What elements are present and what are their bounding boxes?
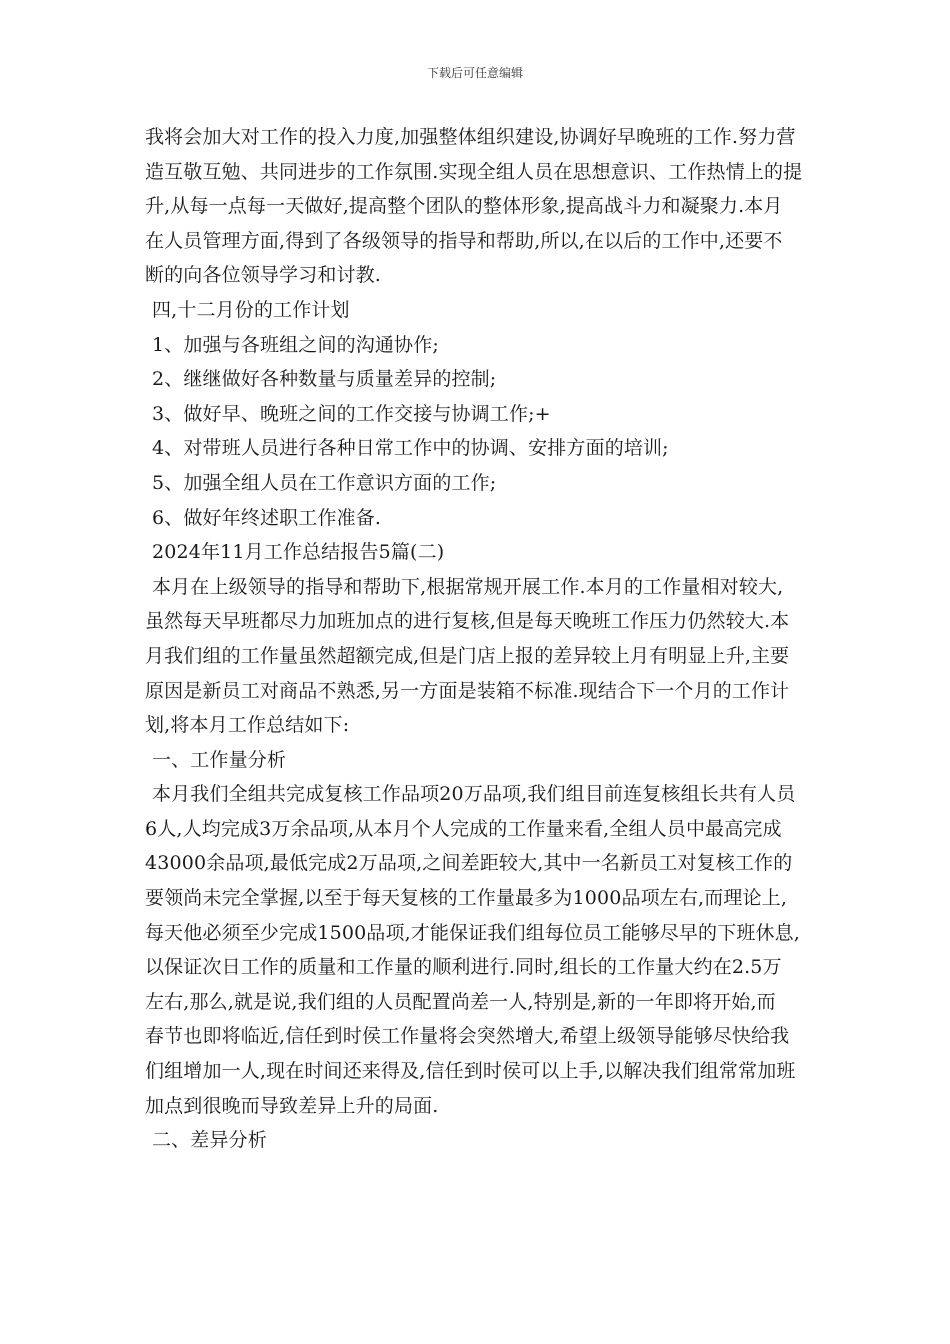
- text-line: 原因是新员工对商品不熟悉,另一方面是装箱不标准.现结合下一个月的工作计: [145, 679, 790, 702]
- text-line: 4、对带班人员进行各种日常工作中的协调、安排方面的培训;: [152, 437, 669, 460]
- text-line: 2、继继做好各种数量与质量差异的控制;: [152, 368, 497, 391]
- text-line: 每天他必须至少完成1500品项,才能保证我们组每位员工能够尽早的下班休息,: [145, 921, 800, 944]
- text-line: 造互敬互勉、共同进步的工作氛围.实现全组人员在思想意识、工作热情上的提: [145, 160, 803, 183]
- text-line: 要领尚未完全掌握,以至于每天复核的工作量最多为1000品项左右,而理论上,: [145, 887, 788, 910]
- text-line: 5、加强全组人员在工作意识方面的工作;: [152, 471, 497, 494]
- text-line: 3、做好早、晚班之间的工作交接与协调工作;+: [152, 402, 551, 425]
- text-line: 1、加强与各班组之间的沟通协作;: [152, 333, 439, 356]
- document-body: [145, 120, 810, 1158]
- text-line: 左右,那么,就是说,我们组的人员配置尚差一人,特别是,新的一年即将开始,而: [145, 990, 776, 1013]
- text-line: 虽然每天早班都尽力加班加点的进行复核,但是每天晚班工作压力仍然较大.本: [145, 610, 790, 633]
- text-line: 43000余品项,最低完成2万品项,之间差距较大,其中一名新员工对复核工作的: [145, 852, 793, 875]
- text-line: 月我们组的工作量虽然超额完成,但是门店上报的差异较上月有明显上升,主要: [145, 644, 790, 667]
- page-header: 下载后可任意编辑: [426, 66, 523, 80]
- text-line: 本月在上级领导的指导和帮助下,根据常规开展工作.本月的工作量相对较大,: [152, 575, 784, 598]
- text-line: 们组增加一人,现在时间还来得及,信任到时侯可以上手,以解决我们组常常加班: [145, 1060, 796, 1083]
- text-line: 断的向各位领导学习和讨教.: [145, 264, 381, 287]
- text-line: 加点到很晚而导致差异上升的局面.: [145, 1094, 439, 1117]
- text-line: 在人员管理方面,得到了各级领导的指导和帮助,所以,在以后的工作中,还要不: [145, 229, 783, 252]
- text-line: 2024年11月工作总结报告5篇(二): [152, 541, 445, 564]
- text-line: 以保证次日工作的质量和工作量的顺利进行.同时,组长的工作量大约在2.5万: [145, 956, 782, 979]
- text-line: 6、做好年终述职工作准备.: [152, 506, 382, 529]
- text-line: 6人,人均完成3万余品项,从本月个人完成的工作量来看,全组人员中最高完成: [145, 817, 782, 840]
- text-line: 我将会加大对工作的投入力度,加强整体组织建设,协调好早晚班的工作.努力营: [145, 126, 796, 148]
- text-line: 春节也即将临近,信任到时侯工作量将会突然增大,希望上级领导能够尽快给我: [145, 1025, 790, 1048]
- text-line: 升,从每一点每一天做好,提高整个团队的整体形象,提高战斗力和凝聚力.本月: [145, 195, 783, 218]
- text-line: 划,将本月工作总结如下:: [145, 714, 350, 737]
- text-line: 四,十二月份的工作计划: [152, 298, 350, 321]
- text-line: 二、差异分析: [152, 1129, 267, 1152]
- text-line: 一、工作量分析: [152, 748, 287, 771]
- text-line: 本月我们全组共完成复核工作品项20万品项,我们组目前连复核组长共有人员: [152, 783, 796, 806]
